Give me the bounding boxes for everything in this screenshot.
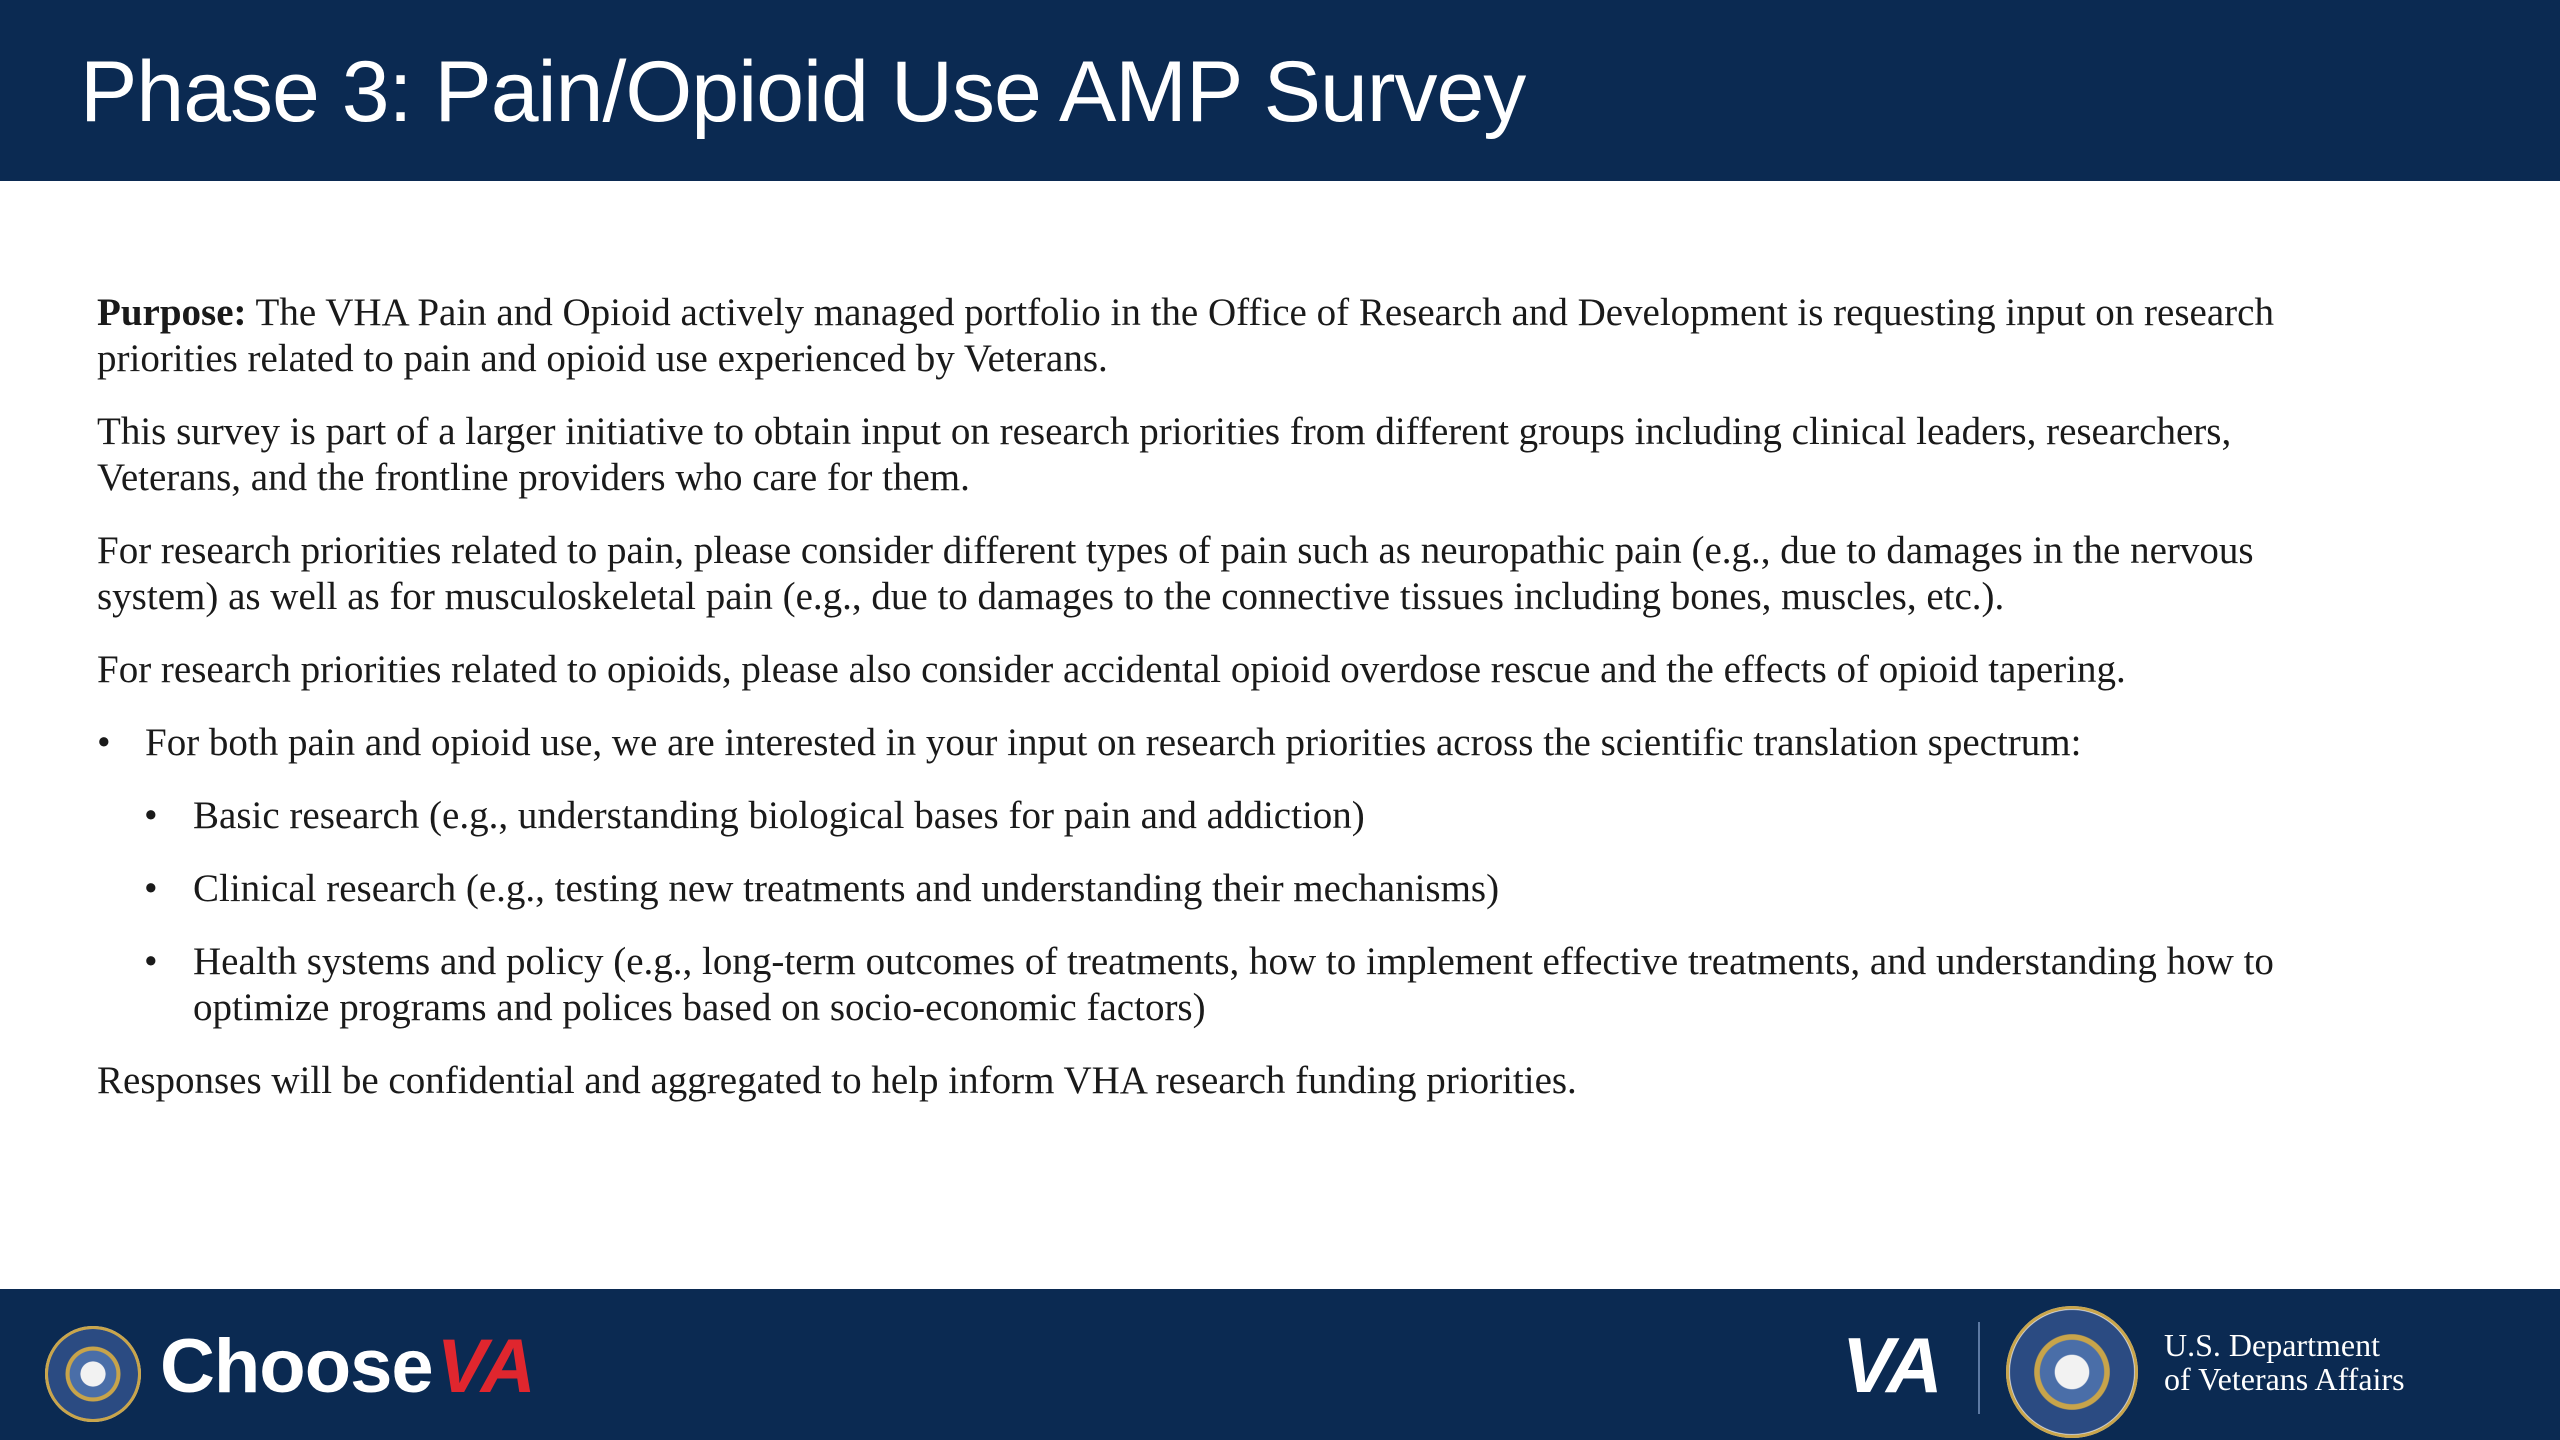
slide-body bbox=[97, 290, 2297, 1131]
paragraph-opioids: For research priorities related to opioids, please also consider accidental opioid overdose rescue and the effects of opioid tapering. bbox=[97, 648, 2126, 691]
va-seal-icon bbox=[2006, 1306, 2138, 1438]
list-item bbox=[97, 866, 2297, 912]
bullet-main-text: For both pain and opioid use, we are interested in your input on research priorities across the scientific translation spectrum: bbox=[145, 721, 2082, 764]
sub-bullet-text: Health systems and policy (e.g., long-term outcomes of treatments, how to implement effective treatments, and understanding how to optimize programs and polices based on socio-economic factors) bbox=[193, 940, 2274, 1029]
purpose-text: The VHA Pain and Opioid actively managed portfolio in the Office of Research and Development is requesting input on research priorities related to pain and opioid use experienced by Veterans. bbox=[97, 291, 2274, 380]
header-bar bbox=[0, 0, 2560, 181]
purpose-label: Purpose: bbox=[97, 291, 247, 334]
choose-va-logo bbox=[160, 1322, 535, 1412]
paragraph-initiative: This survey is part of a larger initiative to obtain input on research priorities from different groups including clinical leaders, researchers, Veterans, and the frontline providers who care for them. bbox=[97, 410, 2232, 499]
purpose-paragraph bbox=[97, 290, 2297, 382]
closing-paragraph: Responses will be confidential and aggregated to help inform VHA research funding priorities. bbox=[97, 1059, 1577, 1102]
sub-bullet-text: Clinical research (e.g., testing new treatments and understanding their mechanisms) bbox=[193, 867, 1500, 910]
va-logo: VA bbox=[1842, 1321, 1941, 1409]
bullet-marker: • bbox=[144, 867, 158, 910]
choose-text: Choose bbox=[160, 1324, 433, 1409]
logo-divider bbox=[1978, 1322, 1980, 1414]
department-line-2: of Veterans Affairs bbox=[2164, 1361, 2405, 1397]
list-item bbox=[97, 793, 2297, 839]
department-name bbox=[2164, 1328, 2405, 1396]
bullet-marker: • bbox=[144, 794, 158, 837]
va-seal-icon bbox=[45, 1326, 141, 1422]
sub-bullet-text: Basic research (e.g., understanding biological bases for pain and addiction) bbox=[193, 794, 1365, 837]
paragraph-pain-types: For research priorities related to pain, please consider different types of pain such as neuropathic pain (e.g., due to damages in the nervous system) as well as for musculoskeletal pain (e.g., due to damages to the connective tissues including bones, muscles, etc.). bbox=[97, 529, 2254, 618]
list-item bbox=[97, 939, 2297, 1031]
department-line-1: U.S. Department bbox=[2164, 1327, 2380, 1363]
bullet-marker: • bbox=[97, 721, 111, 764]
sub-bullet-list bbox=[97, 793, 2297, 1031]
page-title: Phase 3: Pain/Opioid Use AMP Survey bbox=[80, 44, 1526, 140]
choose-va-mark: VA bbox=[436, 1324, 535, 1409]
bullet-main bbox=[97, 720, 2297, 766]
bullet-marker: • bbox=[144, 940, 158, 983]
